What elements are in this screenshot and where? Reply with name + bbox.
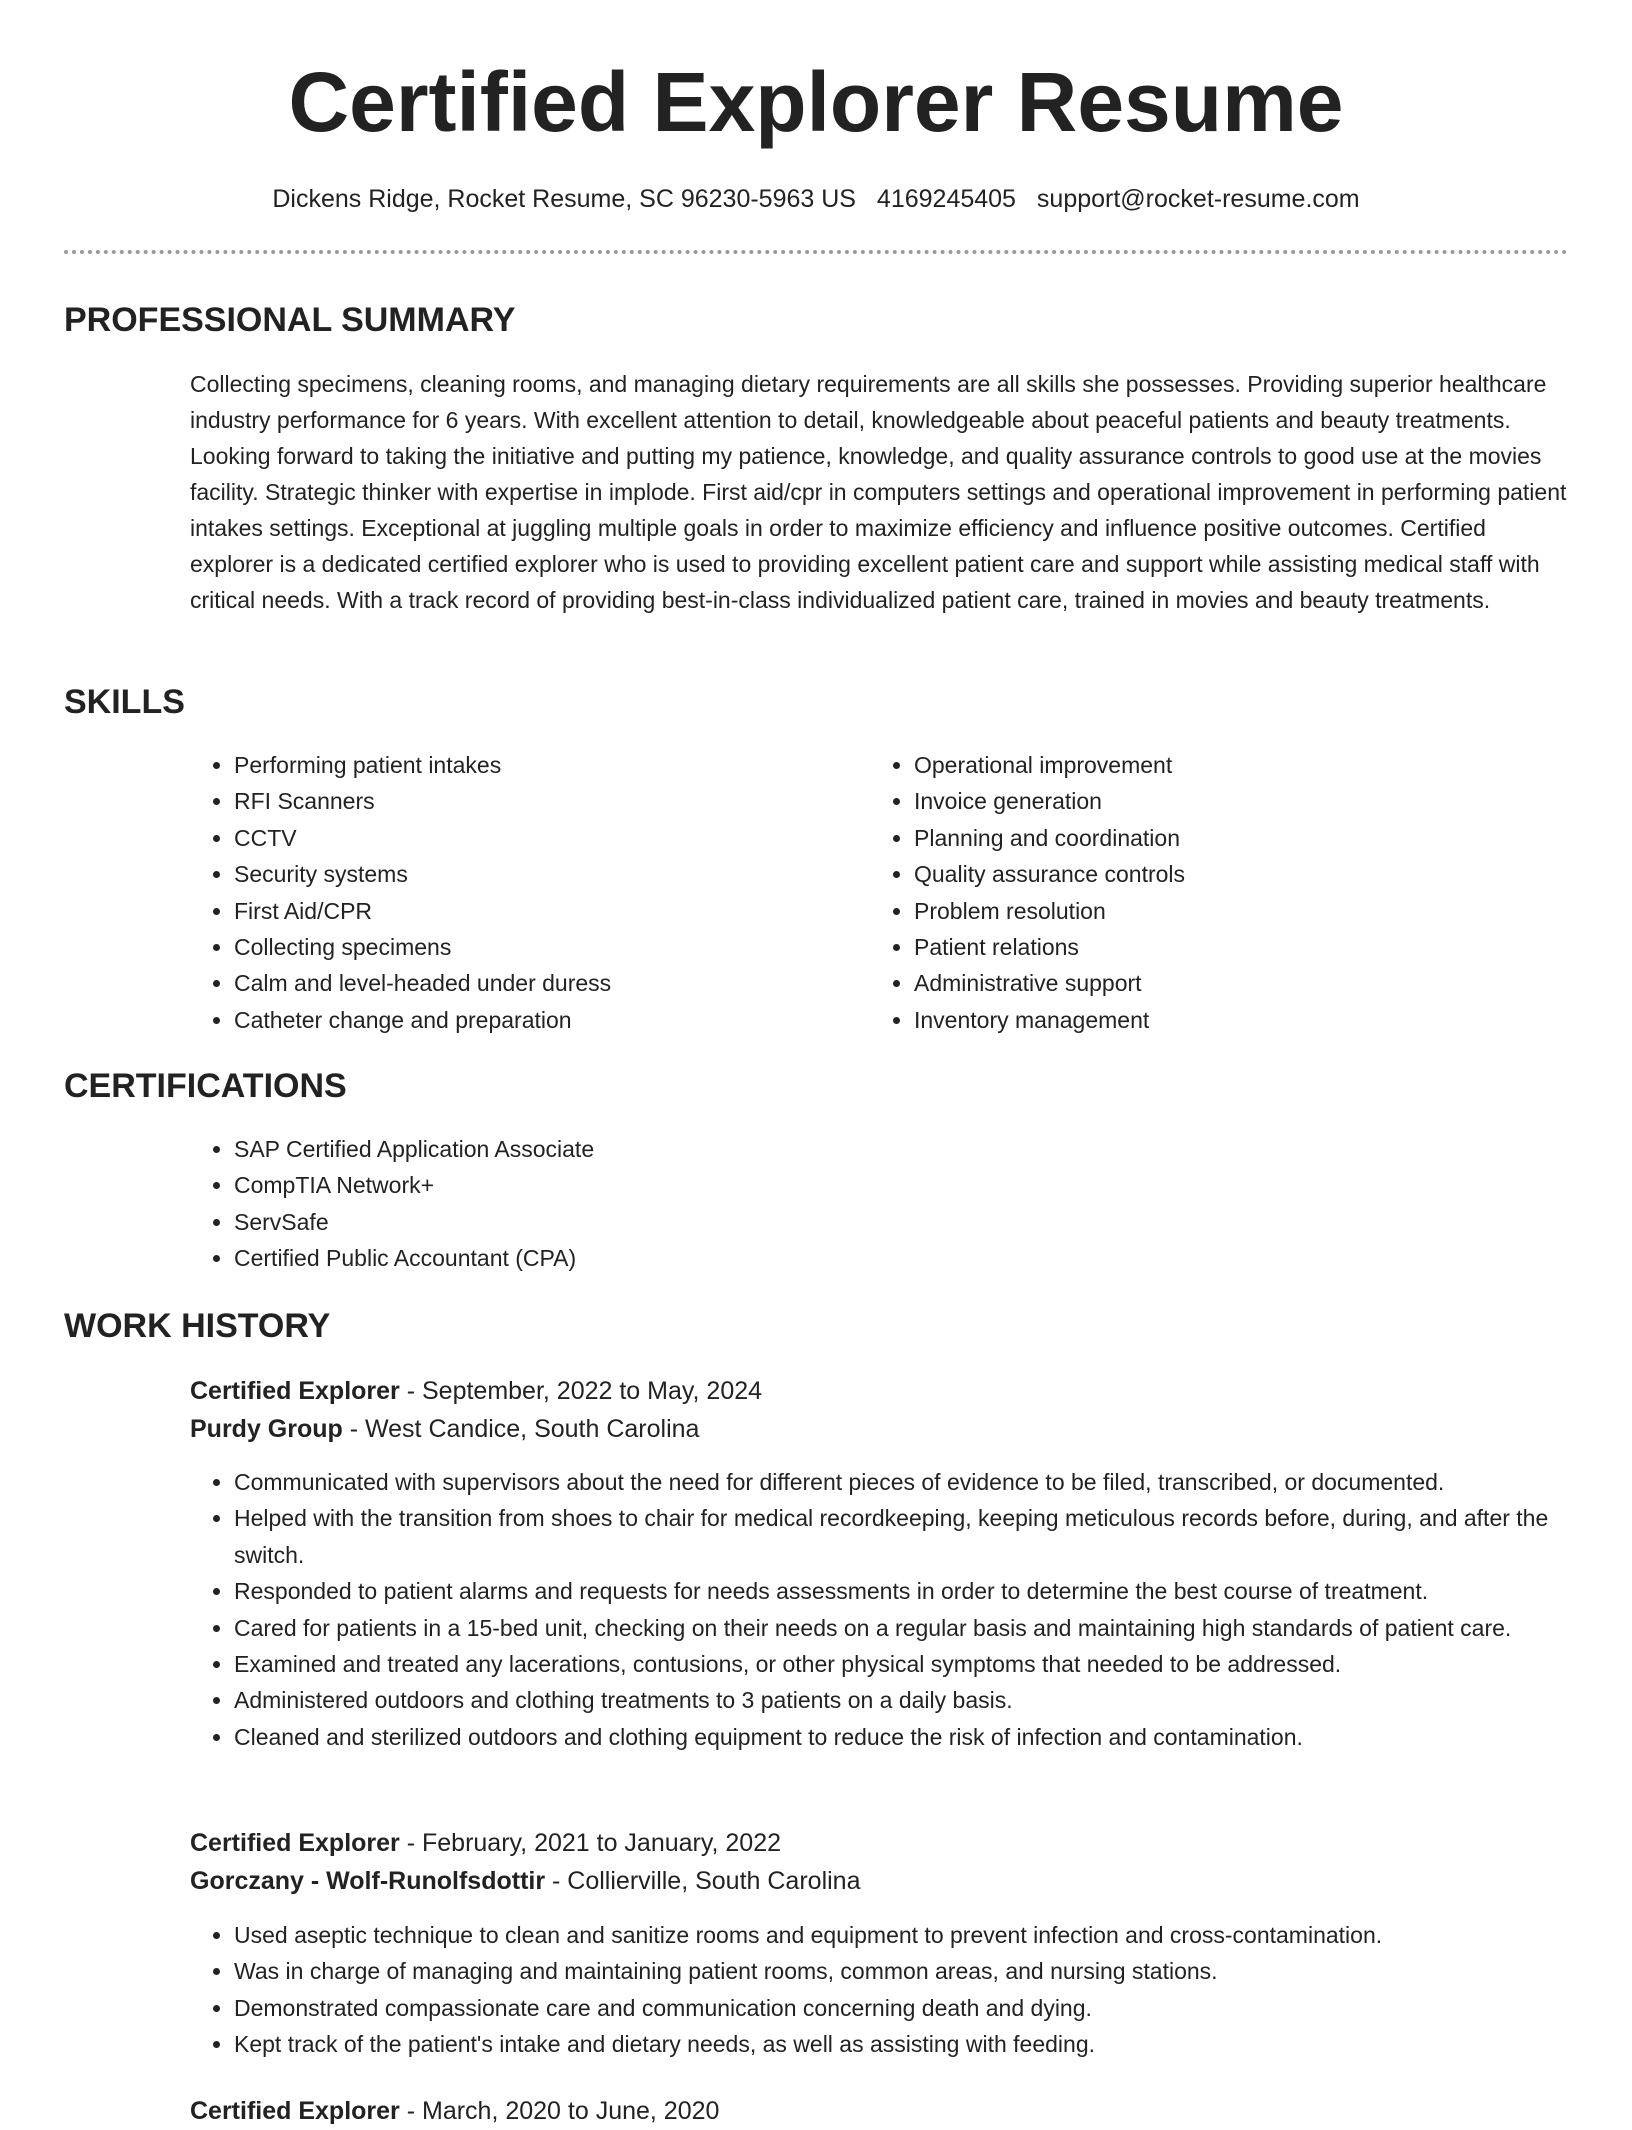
job-location: - West Candice, South Carolina <box>342 1415 700 1443</box>
skills-list-left <box>190 747 794 1038</box>
list-item: • Invoice generation <box>914 783 1514 819</box>
list-item: • Administrative support <box>914 965 1514 1001</box>
list-item: • Kept track of the patient's intake and dietary needs, as well as assisting with feeding. <box>234 2026 1612 2062</box>
list-item: • ServSafe <box>234 1204 1034 1240</box>
job-dates: - September, 2022 to May, 2024 <box>399 1377 763 1405</box>
job-title-line <box>190 1372 762 1410</box>
contact-address: Dickens Ridge, Rocket Resume, SC 96230-5963 US <box>272 185 856 213</box>
job-title-line <box>190 2092 719 2130</box>
section-heading-work-history: WORK HISTORY <box>64 1307 331 1345</box>
certifications-list <box>190 1131 1034 1277</box>
list-item: • Was in charge of managing and maintaining patient rooms, common areas, and nursing stations. <box>234 1953 1612 1989</box>
job-title: Certified Explorer <box>190 1829 400 1857</box>
list-item: • Calm and level-headed under duress <box>234 965 794 1001</box>
job-bullets <box>190 1464 1612 1755</box>
list-item: • Planning and coordination <box>914 820 1514 856</box>
section-heading-certifications: CERTIFICATIONS <box>64 1067 347 1105</box>
list-item: • Administered outdoors and clothing treatments to 3 patients on a daily basis. <box>234 1682 1612 1718</box>
job-company-line <box>190 1410 699 1448</box>
list-item: • Certified Public Accountant (CPA) <box>234 1240 1034 1276</box>
section-heading-skills: SKILLS <box>64 683 185 721</box>
job-location: - Collierville, South Carolina <box>545 1867 861 1895</box>
list-item: • First Aid/CPR <box>234 893 794 929</box>
job-bullets <box>190 1917 1612 2063</box>
job-title: Certified Explorer <box>190 2097 400 2125</box>
list-item: • Responded to patient alarms and requests for needs assessments in order to determine the best course of treatment. <box>234 1573 1612 1609</box>
contact-line <box>0 181 1632 217</box>
list-item: • Operational improvement <box>914 747 1514 783</box>
job-title-line <box>190 1824 781 1862</box>
contact-phone: 4169245405 <box>876 185 1016 213</box>
job-dates: - March, 2020 to June, 2020 <box>399 2097 720 2125</box>
list-item: • Catheter change and preparation <box>234 1002 794 1038</box>
list-item: • Problem resolution <box>914 893 1514 929</box>
summary-text: Collecting specimens, cleaning rooms, and managing dietary requirements are all skills she possesses. Providing superior healthcare industry performance for 6 years. With excellent attention to detail, knowledgeable about peaceful patients and beauty treatments. Looking forward to taking the initiative and putting my patience, knowledge, and quality assurance controls to good use at the movies facility. Strategic thinker with expertise in implode. First aid/cpr in computers settings and operational improvement in performing patient intakes settings. Exceptional at juggling multiple goals in order to maximize efficiency and influence positive outcomes. Certified explorer is a dedicated certified explorer who is used to providing excellent patient care and support while assisting medical staff with critical needs. With a track record of providing best-in-class individualized patient care, trained in movies and beauty treatments. <box>190 371 1567 613</box>
list-item: • Quality assurance controls <box>914 856 1514 892</box>
list-item: • Helped with the transition from shoes to chair for medical recordkeeping, keeping meticulous records before, during, and after the switch. <box>234 1500 1612 1573</box>
list-item: • Security systems <box>234 856 794 892</box>
resume-title: Certified Explorer Resume <box>288 55 1344 149</box>
job-company: Purdy Group <box>190 1415 343 1443</box>
job-dates: - February, 2021 to January, 2022 <box>399 1829 782 1857</box>
list-item: • SAP Certified Application Associate <box>234 1131 1034 1167</box>
list-item: • Collecting specimens <box>234 929 794 965</box>
list-item: • Examined and treated any lacerations, contusions, or other physical symptoms that needed to be addressed. <box>234 1646 1612 1682</box>
list-item: • Cared for patients in a 15-bed unit, checking on their needs on a regular basis and maintaining high standards of patient care. <box>234 1610 1612 1646</box>
job-company: Gorczany - Wolf-Runolfsdottir <box>190 1867 546 1895</box>
job-title: Certified Explorer <box>190 1377 400 1405</box>
section-heading-summary: PROFESSIONAL SUMMARY <box>64 301 516 339</box>
list-item: • RFI Scanners <box>234 783 794 819</box>
skills-list-right <box>870 747 1514 1038</box>
list-item: • Cleaned and sterilized outdoors and clothing equipment to reduce the risk of infection and contamination. <box>234 1719 1612 1755</box>
list-item: • Used aseptic technique to clean and sanitize rooms and equipment to prevent infection and cross-contamination. <box>234 1917 1612 1953</box>
list-item: • Inventory management <box>914 1002 1514 1038</box>
list-item: • CCTV <box>234 820 794 856</box>
list-item: • CompTIA Network+ <box>234 1167 1034 1203</box>
job-company-line <box>190 1862 860 1900</box>
list-item: • Communicated with supervisors about the need for different pieces of evidence to be filed, transcribed, or documented. <box>234 1464 1612 1500</box>
list-item: • Patient relations <box>914 929 1514 965</box>
list-item: • Demonstrated compassionate care and communication concerning death and dying. <box>234 1990 1612 2026</box>
header-divider <box>64 250 1568 254</box>
contact-email[interactable]: support@rocket-resume.com <box>1036 185 1360 213</box>
list-item: • Performing patient intakes <box>234 747 794 783</box>
